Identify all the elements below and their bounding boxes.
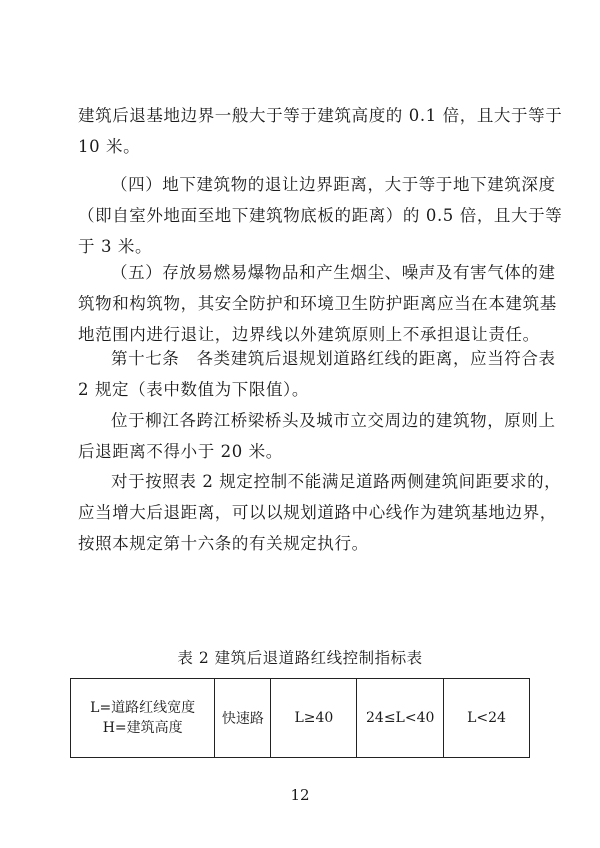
table-row (71, 679, 530, 758)
paragraph-item-5-hazardous (78, 257, 557, 350)
paragraph-bridge-setback (78, 405, 556, 467)
text-line: 于 3 米。 (78, 237, 153, 256)
text-line: 第十七条 各类建筑后退规划道路红线的距离，应当符合表 (111, 349, 556, 368)
paragraph-setback-boundary (78, 100, 563, 162)
text-line: 后退距离不得小于 20 米。 (78, 442, 283, 461)
text-line: （五）存放易燃易爆物品和产生烟尘、噪声及有害气体的建 (111, 263, 556, 282)
page-number: 12 (290, 786, 310, 804)
text-line: 建筑后退基地边界一般大于等于建筑高度的 0.1 倍，且大于等于 (78, 106, 563, 125)
text-line: 筑物和构筑物，其安全防护和环境卫生防护距离应当在本建筑基 (78, 294, 557, 313)
text-line: 10 米。 (78, 137, 141, 156)
text-line: 按照本规定第十六条的有关规定执行。 (78, 534, 369, 553)
table-caption: 表 2 建筑后退道路红线控制指标表 (177, 649, 423, 667)
table-legend-cell (71, 679, 215, 758)
setback-table (70, 678, 530, 758)
table-range-cell: 24≤L<40 (357, 679, 444, 758)
paragraph-item-4-underground (78, 169, 563, 262)
table-road-type-cell: 快速路 (215, 679, 271, 758)
text-line: （即自室外地面至地下建筑物底板的距离）的 0.5 倍，且大于等 (78, 206, 563, 225)
text-line: 2 规定（表中数值为下限值）。 (78, 380, 309, 399)
text-line: （四）地下建筑物的退让边界距离，大于等于地下建筑深度 (111, 175, 556, 194)
paragraph-article-17 (78, 343, 556, 405)
legend-road-width: L=道路红线宽度 (90, 700, 196, 716)
text-line: 对于按照表 2 规定控制不能满足道路两侧建筑间距要求的， (111, 472, 562, 491)
paragraph-spacing-requirement (78, 466, 562, 559)
table-range-cell: L≥40 (271, 679, 357, 758)
legend-building-height: H=建筑高度 (102, 720, 183, 736)
text-line: 地范围内进行退让，边界线以外建筑原则上不承担退让责任。 (78, 325, 540, 344)
text-line: 应当增大后退距离，可以以规划道路中心线作为建筑基地边界， (78, 503, 557, 522)
table-range-cell: L<24 (444, 679, 530, 758)
text-line: 位于柳江各跨江桥梁桥头及城市立交周边的建筑物，原则上 (111, 411, 556, 430)
